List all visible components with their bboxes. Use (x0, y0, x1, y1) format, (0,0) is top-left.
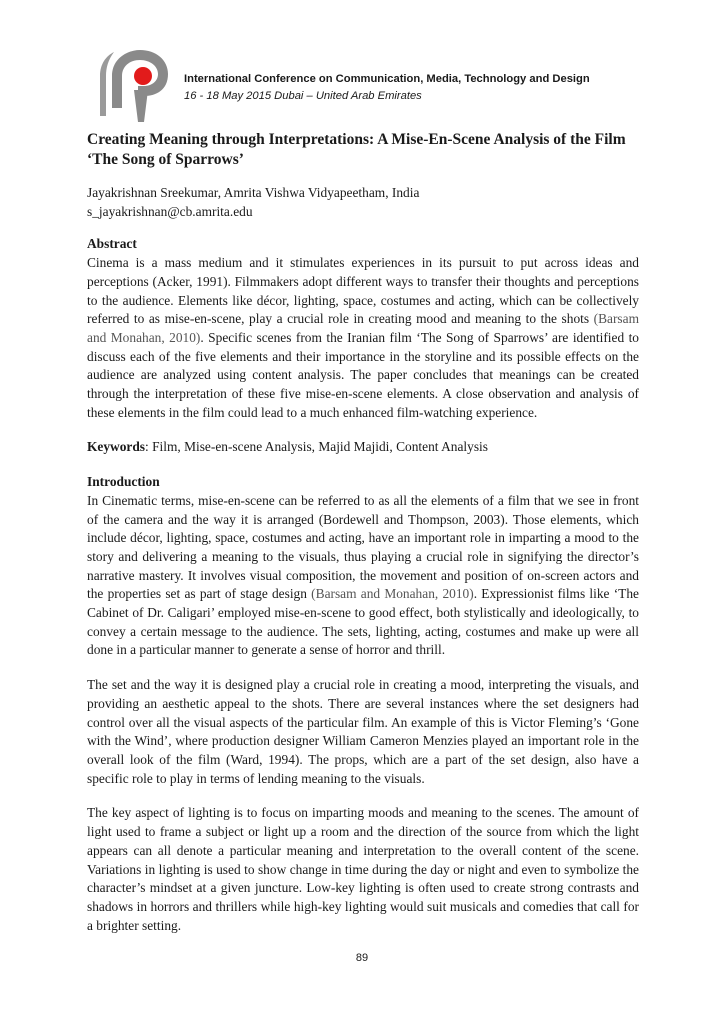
abstract-text (87, 254, 639, 422)
paper-title: Creating Meaning through Interpretations: A Mise-En-Scene Analysis of the Film ‘The Song of Sparrows’ (87, 131, 626, 168)
conference-name: International Conference on Communication, Media, Technology and Design (184, 73, 590, 85)
abstract-text-part-2: . Specific scenes from the Iranian film ‘The Song of Sparrows’ are identified to discuss each of the five elements and their importance in the storyline and its possible effects on the audience are analyzed using content analysis. The paper concludes that meanings can be created through the interpretation of these five mise-en-scene elements. A close observation and analysis of these elements in the film could lead to a much enhanced film-watching experience. (87, 329, 639, 420)
introduction-paragraph-3: The key aspect of lighting is to focus on imparting moods and meaning to the scenes. The amount of light used to frame a subject or light up a room and the direction of the source from which the light appears can all denote a particular meaning and interpretation to the overall content of the scene. Variations in lighting is used to show change in time during the day or night and even to symbolize the character’s mindset at a given juncture. Low-key lighting is often used to create strong contrasts and shadows in horrors and thrillers while high-key lighting would suit musicals and comedies that call for a brighter setting. (87, 805, 639, 933)
paper-body (87, 130, 639, 935)
author-email: s_jayakrishnan@cb.amrita.edu (87, 203, 253, 219)
author-line: Jayakrishnan Sreekumar, Amrita Vishwa Vidyapeetham, India (87, 185, 420, 200)
conference-header (184, 71, 644, 105)
abstract-citation: (Barsam and Monahan, 2010) (87, 311, 639, 345)
keywords-line (87, 438, 639, 457)
keywords-text: : Film, Mise-en-scene Analysis, Majid Majidi, Content Analysis (145, 439, 488, 455)
conference-date: 16 - 18 May 2015 Dubai – United Arab Emirates (184, 90, 422, 102)
keywords-label: Keywords (87, 439, 146, 455)
abstract-heading: Abstract (87, 236, 137, 252)
introduction-paragraph-2: The set and the way it is designed play a crucial role in creating a mood, interpreting the visuals, and providing an aesthetic appeal to the shots. There are several instances where the set designers had control over all the visual aspects of the particular film. An example of this is Victor Fleming’s ‘Gone with the Wind’, where production designer William Cameron Menzies played an important role in the overall look of the film (Ward, 1994). The props, which are a part of the set design, also have a specific role to play in terms of lending meaning to the visuals. (87, 677, 639, 786)
author-block (87, 184, 639, 221)
conference-logo (88, 46, 176, 124)
intro-p1-citation: (Barsam and Monahan, 2010) (311, 586, 474, 602)
introduction-paragraph-1 (87, 492, 639, 660)
introduction-heading: Introduction (87, 474, 160, 490)
logo-red-dot (134, 67, 152, 85)
abstract-text-part-1: Cinema is a mass medium and it stimulates experiences in its pursuit to put across ideas and perceptions (Acker, 1991). Filmmakers adopt different ways to transfer their thoughts and perceptions to the audience. Elements like décor, lighting, space, costumes and acting, which can be collectively referred to as mise-en-scene, play a crucial role in creating mood and meaning to the shots (87, 255, 639, 327)
intro-p1-part-b: . Expressionist films like ‘The Cabinet of Dr. Caligari’ employed mise-en-scene to good effect, both stylistically and ideologically, to convey a certain message to the audience. The sets, lighting, acting, costumes and make up were all done in a particular manner to generate a sense of horror and thrill. (87, 586, 639, 658)
intro-p1-part-a: In Cinematic terms, mise-en-scene can be referred to as all the elements of a film that we see in front of the camera and the way it is arranged (Bordewell and Thompson, 2003). Those elements, which include décor, lighting, space, costumes and acting, have an important role in imparting a mood to the story and delivering a meaning to the visuals, thus playing a crucial role in signifying the director’s narrative mastery. It involves visual composition, the movement and position of on-screen actors and the properties set as part of stage design (87, 492, 639, 602)
logo-gray-pillar (134, 90, 148, 122)
logo-gray-stem (100, 52, 114, 116)
page-number: 89 (355, 952, 369, 964)
